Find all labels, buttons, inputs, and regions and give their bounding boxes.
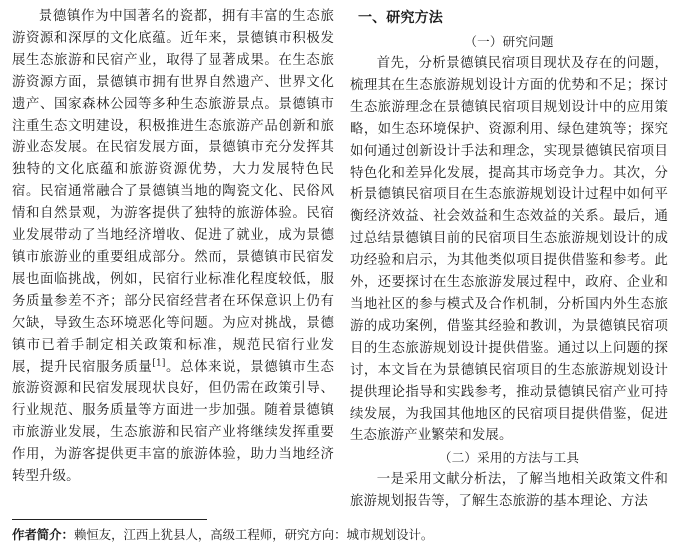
paragraph-text-continued: 。总体来说，景德镇市生态旅游资源和民宿发展现状良好，但仍需在政策引导、行业规范、服务质量等方面进一步加强。随着景德镇市旅游业发展，生态旅游和民宿产业将继续发挥重要作用，为游客提供更丰富的旅游体验，助力当地经济转型升级。 bbox=[12, 359, 334, 485]
subsection-title-research-questions: （一）研究问题 bbox=[464, 34, 554, 49]
paragraph-jingdezhen-overview bbox=[12, 6, 334, 488]
section-title: 一、研究方法 bbox=[358, 10, 443, 26]
footnote-divider bbox=[12, 519, 207, 520]
author-footnote bbox=[12, 526, 668, 544]
paragraph-methods: 一是采用文献分析法，了解当地相关政策文件和旅游规划报告等，了解生态旅游的基本理论、方法 bbox=[350, 472, 668, 510]
right-column bbox=[350, 6, 668, 513]
footnote-text: 赖恒友，江西上犹县人，高级工程师，研究方向：城市规划设计。 bbox=[73, 527, 434, 542]
footnote-label: 作者简介： bbox=[12, 527, 74, 542]
paragraph-text: 景德镇作为中国著名的瓷都，拥有丰富的生态旅游资源和深厚的文化底蕴。近年来，景德镇市积极发展生态旅游和民宿产业，取得了显著成果。在生态旅游资源方面，景德镇市拥有世界自然遗产、世界文化遗产、国家森林公园等多种生态旅游景点。景德镇市注重生态文明建设，积极推进生态旅游产品创新和旅游业态发展。在民宿发展方面，景德镇市充分发挥其独特的文化底蕴和旅游资源优势，大力发展特色民宿。民宿通常融合了景德镇当地的陶瓷文化、民俗风情和自然景观，为游客提供了独特的旅游体验。民宿业发展带动了当地经济增收、促进了就业，成为景德镇市旅游业的重要组成部分。然而，景德镇市民宿发展也面临挑战，例如，民宿行业标准化程度较低，服务质量参差不齐；部分民宿经营者在环保意识上仍有欠缺，导致生态环境恶化等问题。为应对挑战，景德镇市已着手制定相关政策和标准，规范民宿行业发展，提升民宿服务质量 bbox=[12, 9, 334, 375]
citation-ref[interactable]: [1] bbox=[152, 358, 166, 369]
left-column bbox=[12, 6, 334, 488]
subsection-title-methods-tools: （二）采用的方法与工具 bbox=[438, 450, 580, 466]
paragraph-research-questions: 首先，分析景德镇民宿项目现状及存在的问题，梳理其在生态旅游规划设计方面的优势和不足；探讨生态旅游理念在景德镇民宿项目规划设计中的应用策略，如生态环境保护、资源利用、绿色建筑等；探究如何通过创新设计手法和理念，实现景德镇民宿项目特色化和差异化发展，提高其市场竞争力。其次，分析景德镇民宿项目在生态旅游规划设计过程中如何平衡经济效益、社会效益和生态效益的关系。最后，通过总结景德镇目前的民宿项目生态旅游规划设计的成功经验和启示，为其他类似项目提供借鉴和参考。此外，还要探讨在生态旅游发展过程中，政府、企业和当地社区的参与模式及合作机制，分析国内外生态旅游的成功案例，借鉴其经验和教训，为景德镇民宿项目的生态旅游规划设计提供借鉴。通过以上问题的探讨，本文旨在为景德镇民宿项目的生态旅游规划设计提供理论指导和实践参考，推动景德镇民宿产业可持续发展，为我国其他地区的民宿项目提供借鉴，促进生态旅游产业繁荣和发展。 bbox=[350, 56, 668, 444]
